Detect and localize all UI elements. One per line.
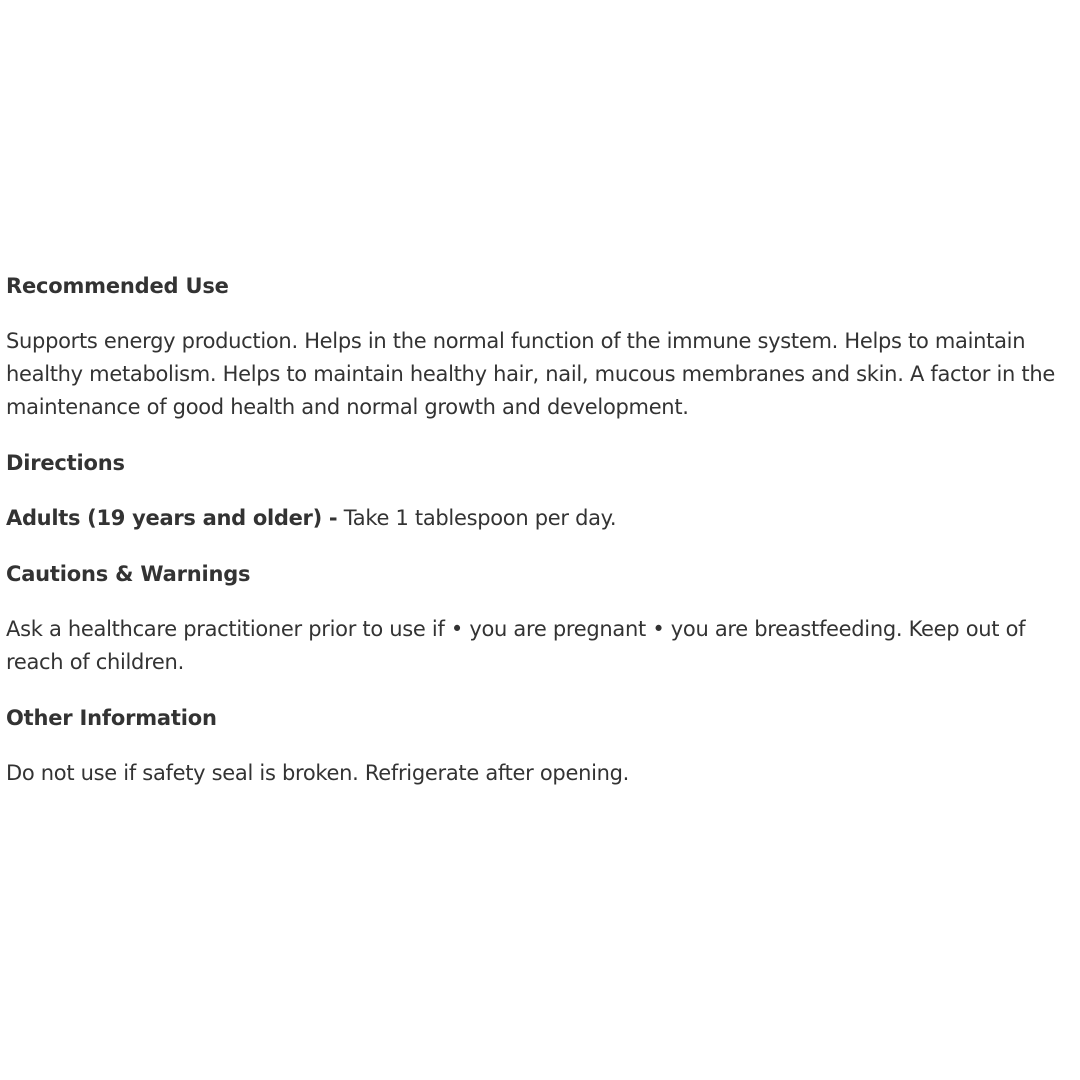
directions-audience-label: Adults (19 years and older) -	[6, 506, 338, 530]
other-information-text: Do not use if safety seal is broken. Refrigerate after opening.	[6, 761, 630, 785]
cautions-text: Ask a healthcare practitioner prior to use if • you are pregnant • you are breastfeeding. Keep out of reach of children.	[6, 617, 1026, 674]
recommended-use-text: Supports energy production. Helps in the normal function of the immune system. Helps to maintain healthy metabolism. Helps to maintain healthy hair, nail, mucous membranes and skin. A factor in the maintenance of good health and normal growth and development.	[6, 329, 1055, 419]
directions-heading: Directions	[6, 451, 125, 475]
product-info-document	[6, 270, 1072, 790]
directions-text	[6, 502, 1072, 535]
cautions-heading: Cautions & Warnings	[6, 562, 251, 586]
recommended-use-heading: Recommended Use	[6, 274, 229, 298]
other-information-heading: Other Information	[6, 706, 217, 730]
directions-dosage: Take 1 tablespoon per day.	[337, 506, 617, 530]
